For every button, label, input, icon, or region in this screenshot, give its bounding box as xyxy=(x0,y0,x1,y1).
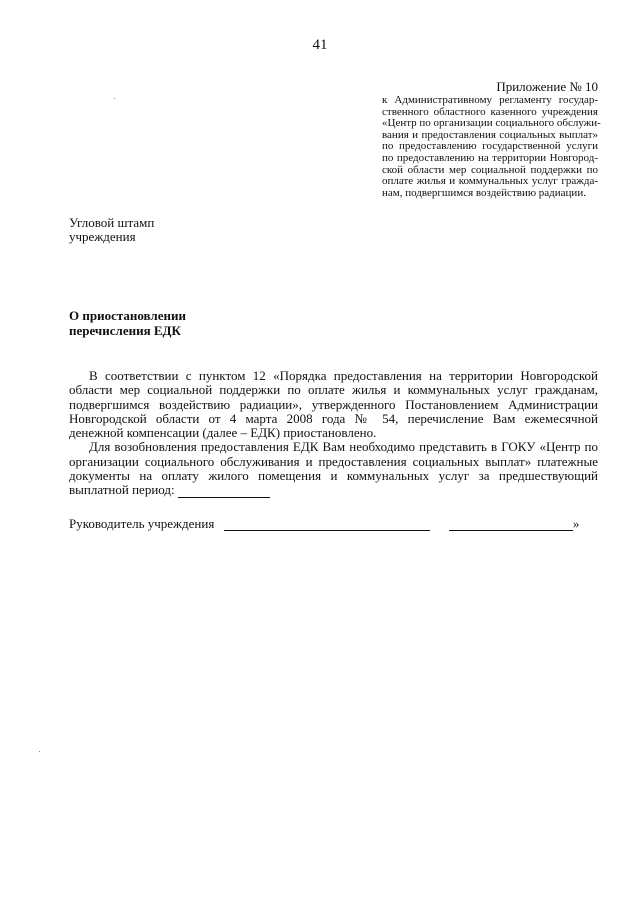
stamp-line: Угловой штамп xyxy=(69,215,155,230)
paragraph-line: В соответствии с пунктом 12 «Порядка предоставления на территории Новгородской xyxy=(89,368,598,383)
appendix-block xyxy=(382,79,601,199)
title-line: перечисления ЕДК xyxy=(69,323,181,338)
appendix-line: вания и предоставления социальных выплат» xyxy=(382,128,598,141)
signature-block xyxy=(69,517,589,531)
scan-speck xyxy=(114,98,115,99)
appendix-line: нам, подвергшимся воздействию радиации. xyxy=(382,186,586,199)
appendix-line: к Административному регламенту государ- xyxy=(382,94,598,106)
period-blank-field[interactable] xyxy=(178,485,270,498)
appendix-line: ской области мер социальной поддержки по xyxy=(382,163,598,176)
period-label: выплатной период: xyxy=(69,482,175,498)
appendix-line: «Центр по организации социального обслужи- xyxy=(382,117,601,130)
paragraph-line: области мер социальной поддержки по оплате жилья и коммунальных услуг гражданам, xyxy=(69,382,598,398)
body-text xyxy=(69,369,598,498)
signature-label: Руководитель учреждения xyxy=(69,516,215,531)
paragraph-line: Для возобновления предоставления ЕДК Вам необходимо представить в ГОКУ «Центр по xyxy=(89,439,598,455)
stamp-line: учреждения xyxy=(69,229,136,244)
paragraph-line: подвергшимся воздействию радиации», утвержденного Постановлением Администрации xyxy=(69,396,598,412)
name-line[interactable] xyxy=(449,518,573,531)
paragraph-line: документы на оплату жилого помещения и коммунальных услуг за предшествующий xyxy=(69,468,598,484)
page-number: 41 xyxy=(312,37,328,53)
closing-quote: » xyxy=(572,516,580,531)
paragraph-line: Новгородской области от 4 марта 2008 года № 54, перечисление Вам ежемесячной xyxy=(69,410,598,426)
appendix-line: по предоставлению государственной услуги xyxy=(382,140,598,153)
title-line: О приостановлении xyxy=(69,308,186,323)
document-title xyxy=(69,308,186,338)
paragraph-line: денежной компенсации (далее – ЕДК) приостановлено. xyxy=(69,425,377,441)
appendix-title: Приложение № 10 xyxy=(496,79,598,94)
appendix-line: оплате жилья и коммунальных услуг гражда- xyxy=(382,175,598,188)
scan-speck xyxy=(39,751,40,752)
paragraph-line: организации социального обслуживания и предоставления социальных выплат» платежные xyxy=(69,453,598,469)
signature-line[interactable] xyxy=(224,518,430,531)
paragraph-line xyxy=(69,483,598,497)
appendix-line: по предоставлению на территории Новгород- xyxy=(382,151,598,164)
corner-stamp-placeholder xyxy=(69,216,154,244)
appendix-line: ственного областного казенного учреждения xyxy=(382,105,598,118)
